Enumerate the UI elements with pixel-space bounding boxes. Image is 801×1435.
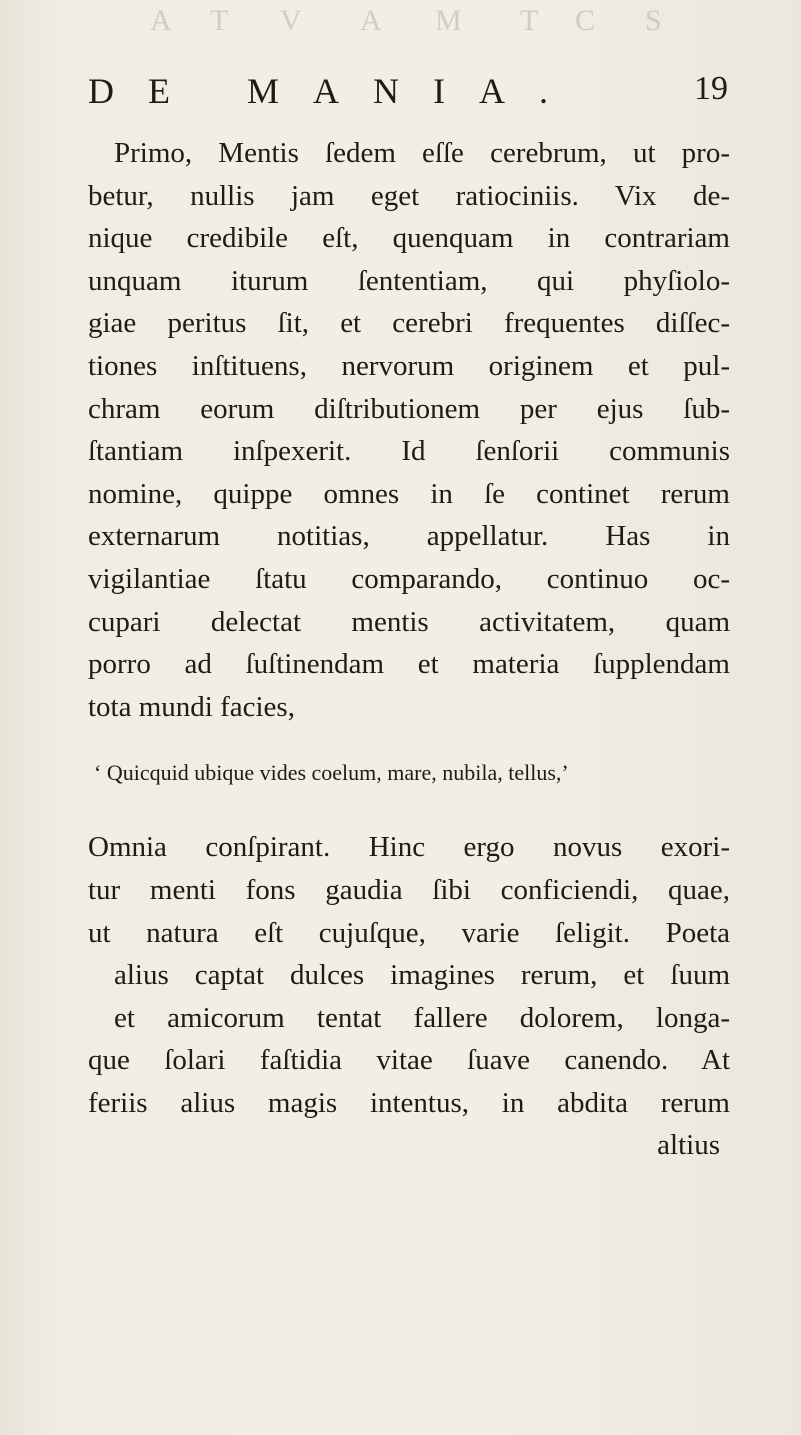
- text-line: feriis alius magis intentus, in abdita rerum: [88, 1086, 730, 1119]
- verse-quote: ‘ Quicquid ubique vides coelum, mare, nubila, tellus,’: [94, 760, 569, 786]
- show-through-text: A T V A M T C S: [150, 4, 668, 37]
- text-line: nique credibile eſt, quenquam in contrariam: [88, 222, 730, 255]
- text-line: giae peritus ſit, et cerebri frequentes diſſec-: [88, 307, 730, 340]
- text-line: Primo, Mentis ſedem eſſe cerebrum, ut pro-: [114, 137, 730, 169]
- text-line: vigilantiae ſtatu comparando, continuo oc-: [88, 562, 730, 595]
- text-line: que ſolari faſtidia vitae ſuave canendo. At: [88, 1044, 730, 1077]
- catchword: altius: [657, 1129, 720, 1162]
- text-line: nomine, quippe omnes in ſe continet rerum: [88, 477, 730, 510]
- text-line: Omnia conſpirant. Hinc ergo novus exori-: [88, 831, 730, 864]
- text-line: alius captat dulces imagines rerum, et ſuum: [114, 959, 730, 992]
- text-line: tur menti fons gaudia ſibi conficiendi, quae,: [88, 873, 730, 906]
- running-title: DE MANIA.: [88, 71, 582, 111]
- paragraph-1: [88, 132, 730, 728]
- text-line: ut natura eſt cujuſque, varie ſeligit. Poeta: [88, 916, 730, 949]
- text-line: ſtantiam inſpexerit. Id ſenſorii communis: [88, 435, 730, 468]
- text-line: tota mundi facies,: [88, 690, 295, 723]
- text-line: porro ad ſuſtinendam et materia ſupplendam: [88, 648, 730, 681]
- text-line: unquam iturum ſententiam, qui phyſiolo-: [88, 264, 730, 297]
- text-line: betur, nullis jam eget ratiociniis. Vix de-: [88, 179, 730, 212]
- text-line: et amicorum tentat fallere dolorem, longa-: [114, 1001, 730, 1034]
- paragraph-2: [88, 826, 730, 1167]
- text-line: tiones inſtituens, nervorum originem et pul-: [88, 349, 730, 382]
- text-line: chram eorum diſtributionem per ejus ſub-: [88, 392, 730, 425]
- running-header: [88, 70, 728, 116]
- body-text: [88, 132, 730, 1167]
- text-line: externarum notitias, appellatur. Has in: [88, 520, 730, 553]
- page-number: 19: [694, 70, 728, 107]
- text-line: cupari delectat mentis activitatem, quam: [88, 605, 730, 638]
